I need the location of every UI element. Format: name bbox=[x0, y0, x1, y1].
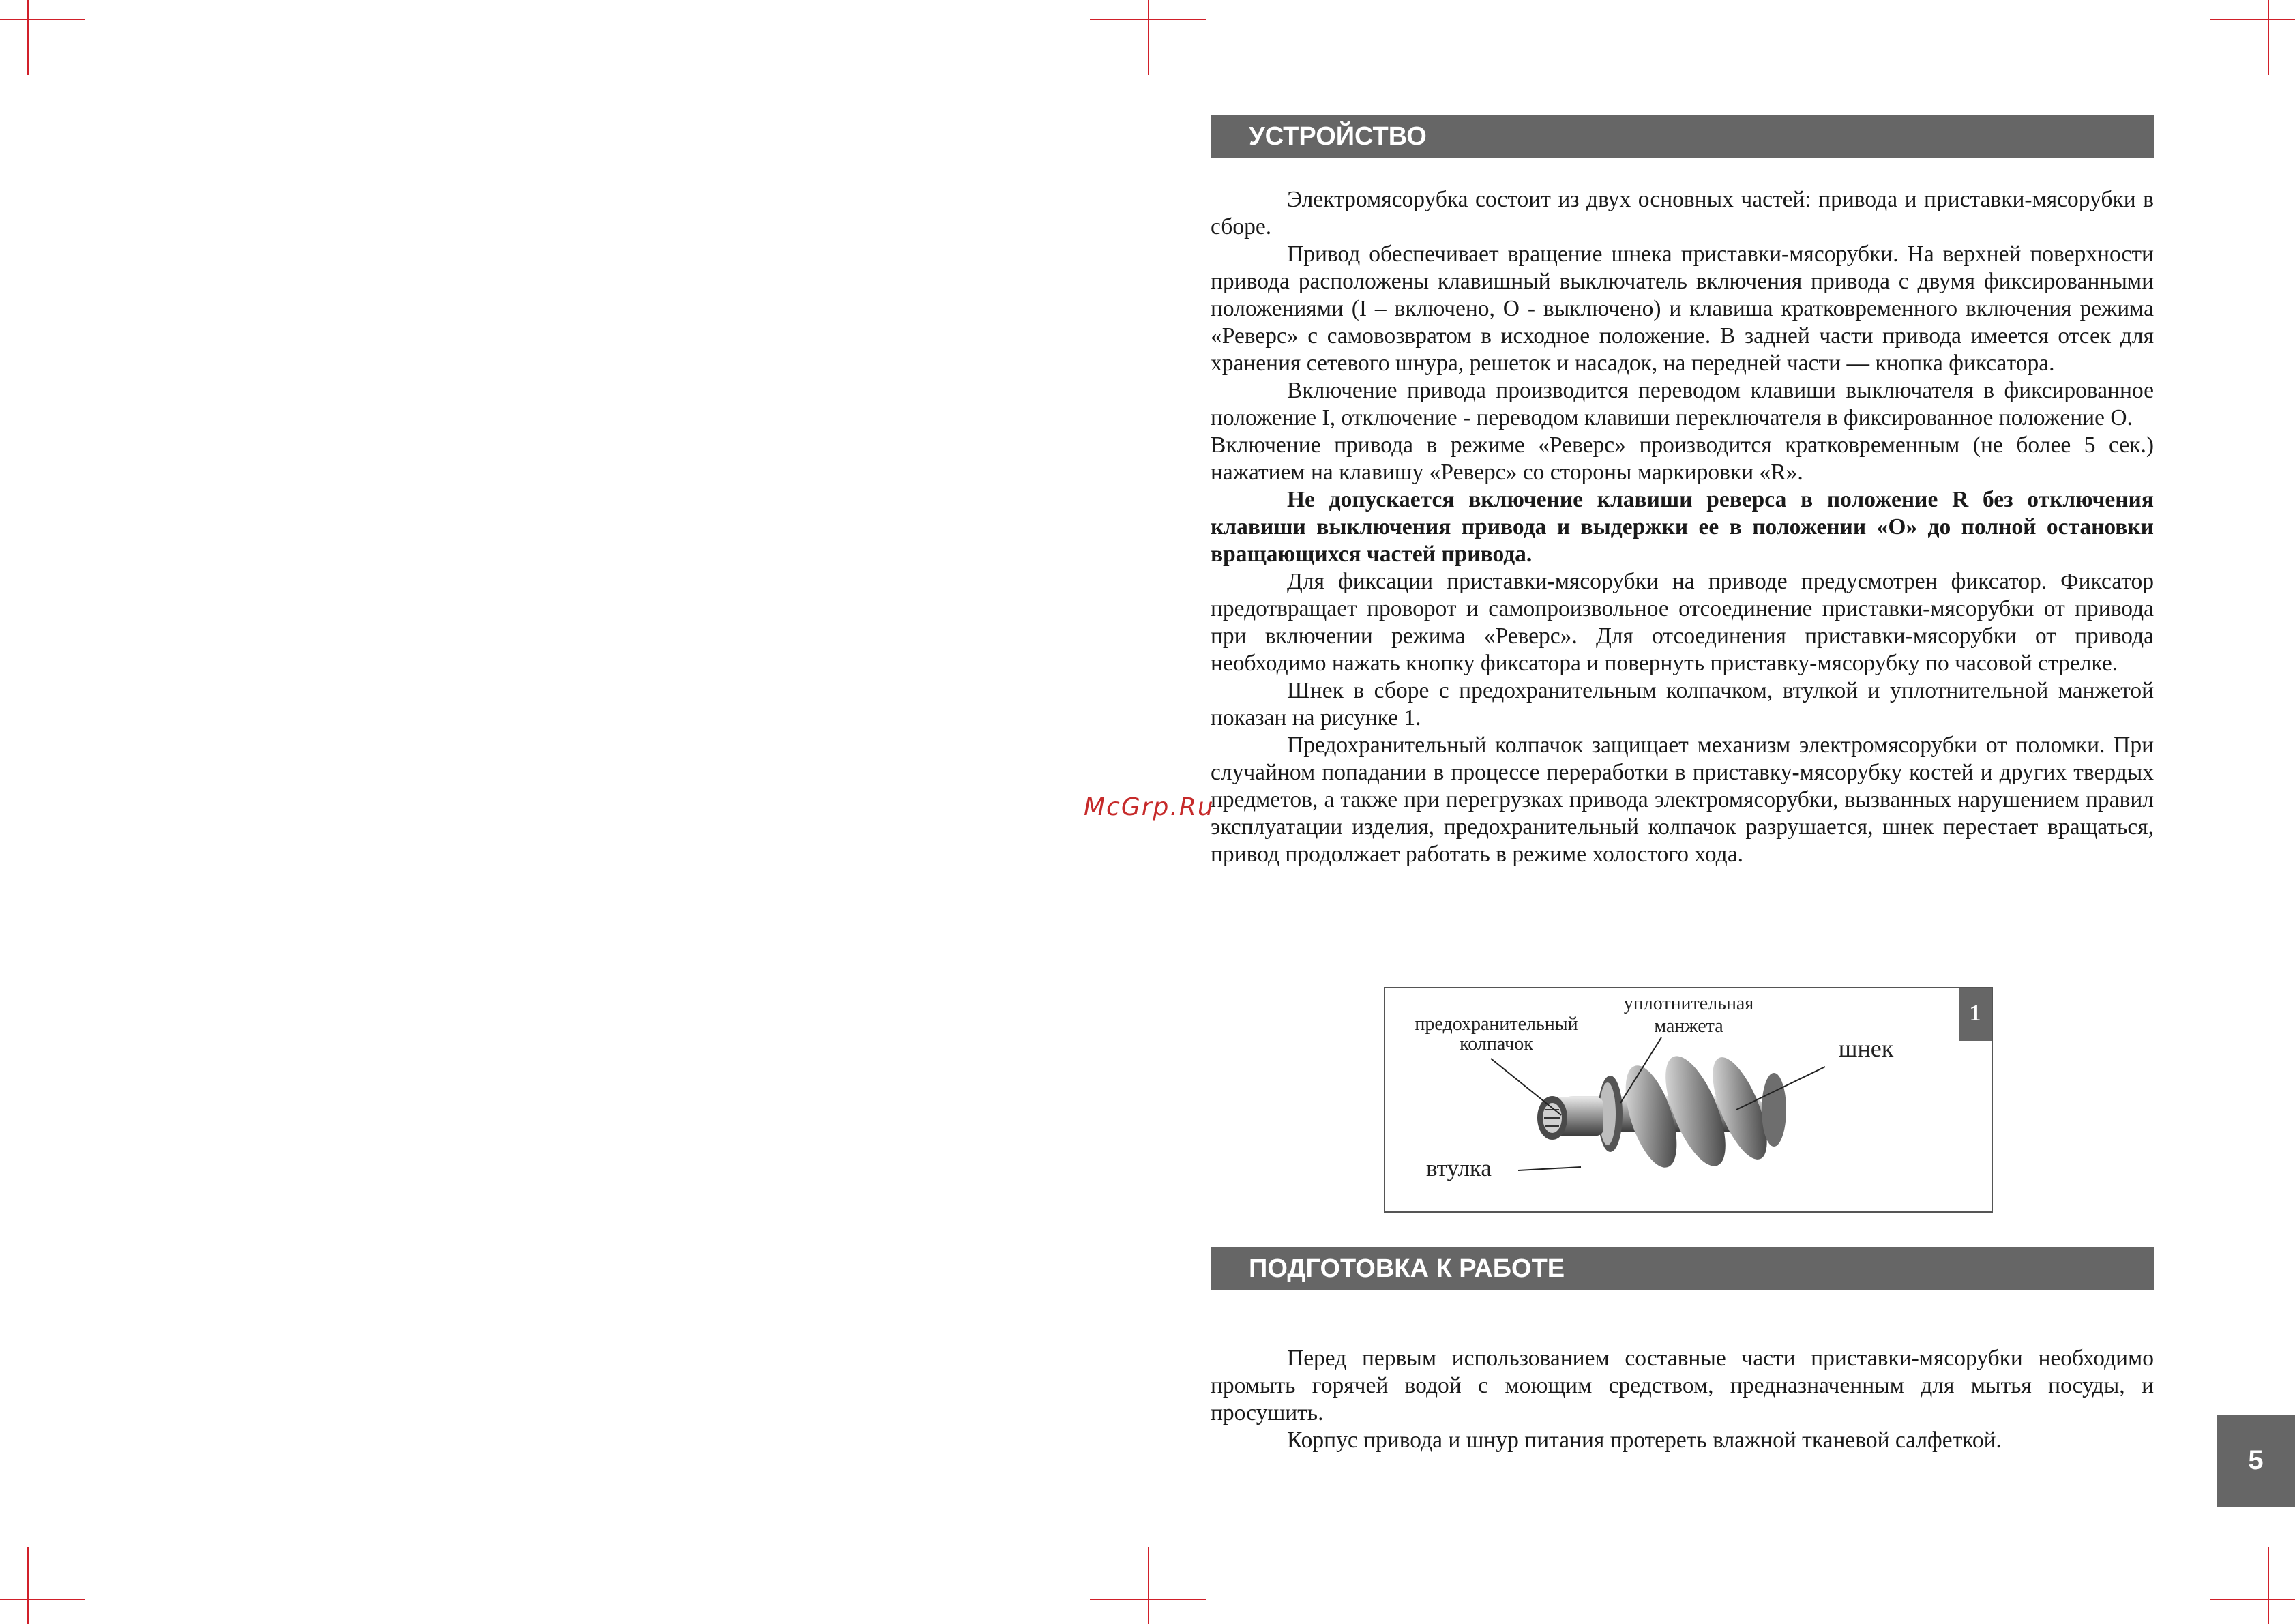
paragraph: Корпус привода и шнур питания протереть влажной тканевой салфеткой. bbox=[1287, 1428, 2002, 1453]
crop-mark bbox=[1148, 0, 1149, 75]
section-title-preparation: ПОДГОТОВКА К РАБОТЕ bbox=[1211, 1247, 2154, 1290]
crop-mark bbox=[2268, 1547, 2269, 1624]
paragraph: Электромясорубка состоит из двух основных частей: привода и приставки-мясорубки в сборе. bbox=[1211, 187, 2154, 239]
crop-mark bbox=[0, 19, 85, 20]
crop-mark bbox=[1148, 1547, 1149, 1624]
figure-auger bbox=[1384, 987, 1993, 1213]
paragraph: Привод обеспечивает вращение шнека приставки-мясорубки. На верхней поверхности привода расположены клавишный выключатель включения привода с двумя фиксированными положениями (I – включено, O - выключено) и клавиша кратковременного включения режима «Реверс» с самовозвратом в исходное положение. В задней части привода имеется отсек для хранения сетевого шнура, решеток и насадок, на передней части — кнопка фиксатора. bbox=[1211, 241, 2154, 376]
device-text bbox=[1211, 186, 2154, 868]
crop-mark bbox=[27, 1547, 29, 1624]
crop-mark bbox=[2268, 0, 2269, 75]
watermark: McGrp.Ru bbox=[1084, 793, 1215, 821]
paragraph: Включение привода в режиме «Реверс» производится кратковременным (не более 5 сек.) нажатием на клавишу «Реверс» со стороны маркировки «R». bbox=[1211, 432, 2154, 485]
section-title-device: УСТРОЙСТВО bbox=[1211, 115, 2154, 158]
crop-mark bbox=[2210, 19, 2295, 20]
label-bushing: втулка bbox=[1426, 1155, 1492, 1181]
paragraph: Для фиксации приставки-мясорубки на приводе предусмотрен фиксатор. Фиксатор предотвращает проворот и самопроизвольное отсоединение приставки-мясорубки от привода при включении режима «Реверс». Для отсоединения приставки-мясорубки от привода необходимо нажать кнопку фиксатора и повернуть приставку-мясорубку по часовой стрелке. bbox=[1211, 569, 2154, 676]
crop-mark bbox=[2210, 1599, 2295, 1600]
page-number: 5 bbox=[2217, 1415, 2295, 1507]
preparation-text bbox=[1211, 1345, 2154, 1454]
paragraph: Включение привода производится переводом клавиши выключателя в фиксированное положение I, отключение - переводом клавиши переключателя в фиксированное положение O. bbox=[1211, 378, 2154, 430]
paragraph: Перед первым использованием составные части приставки-мясорубки необходимо промыть горячей водой с моющим средством, предназначенным для мытья посуды, и просушить. bbox=[1211, 1346, 2154, 1426]
crop-mark bbox=[27, 0, 29, 75]
figure-number: 1 bbox=[1959, 988, 1992, 1041]
label-seal: уплотнительная манжета bbox=[1623, 993, 1754, 1037]
warning-paragraph: Не допускается включение клавиши реверса в положение R без отключения клавиши выключения привода и выдержки ее в положении «O» до полной остановки вращающихся частей привода. bbox=[1211, 487, 2154, 567]
label-cap: предохранительный колпачок bbox=[1415, 1014, 1578, 1054]
crop-mark bbox=[0, 1599, 85, 1600]
label-auger: шнек bbox=[1838, 1035, 1894, 1062]
paragraph: Предохранительный колпачок защищает механизм электромясорубки от поломки. При случайном попадании в процессе переработки в приставку-мясорубку костей и других твердых предметов, а также при перегрузках привода электромясорубки, вызванных нарушением правил эксплуатации изделия, предохранительный колпачок разрушается, шнек перестает вращаться, привод продолжает работать в режиме холостого хода. bbox=[1211, 733, 2154, 867]
paragraph: Шнек в сборе с предохранительным колпачком, втулкой и уплотнительной манжетой показан на рисунке 1. bbox=[1211, 678, 2154, 730]
